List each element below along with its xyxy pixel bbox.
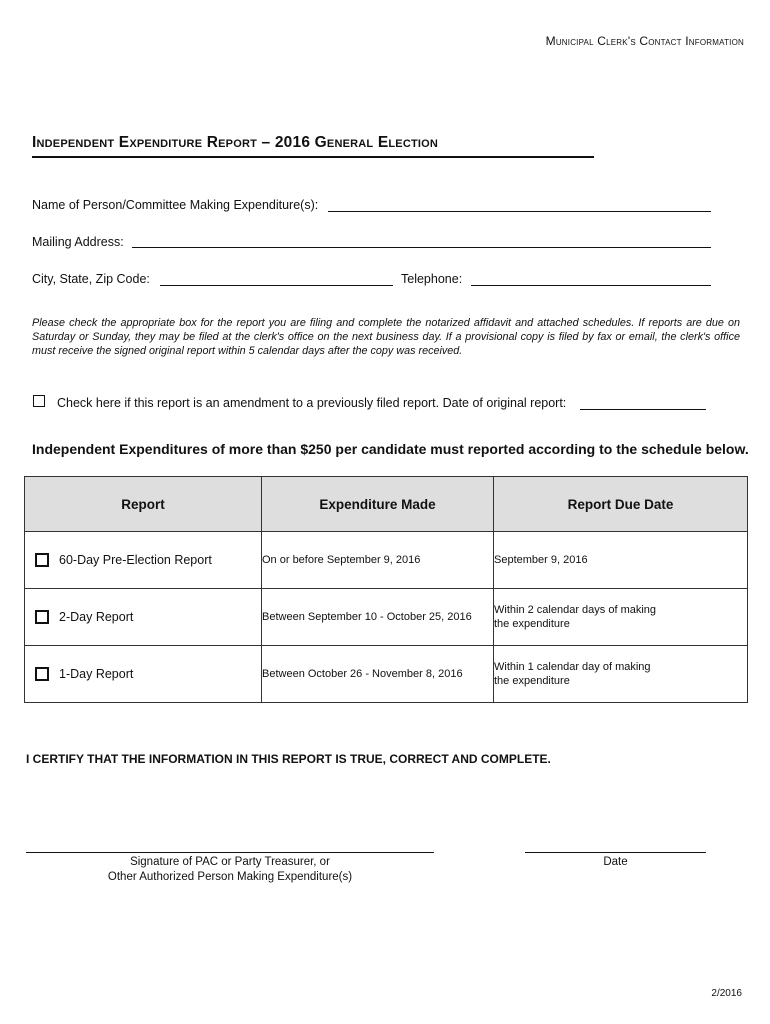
name-input-line[interactable] bbox=[328, 211, 711, 212]
report-name: 2-Day Report bbox=[59, 610, 134, 624]
table-row bbox=[25, 532, 748, 589]
table-row bbox=[25, 646, 748, 703]
name-label: Name of Person/Committee Making Expenditure(s): bbox=[32, 198, 319, 212]
signature-label-line1: Signature of PAC or Party Treasurer, or bbox=[130, 856, 330, 868]
schedule-table bbox=[24, 476, 748, 703]
report-name: 60-Day Pre-Election Report bbox=[59, 553, 212, 567]
amendment-label: Check here if this report is an amendment to a previously filed report. Date of original report: bbox=[57, 396, 567, 410]
date-label: Date bbox=[603, 856, 628, 868]
report-name: 1-Day Report bbox=[59, 667, 134, 681]
revision-date: 2/2016 bbox=[711, 988, 742, 999]
signature-label bbox=[26, 855, 434, 885]
header-expenditure-made: Expenditure Made bbox=[262, 477, 494, 532]
amendment-checkbox[interactable] bbox=[33, 395, 45, 407]
signature-label-line2: Other Authorized Person Making Expenditure(s) bbox=[107, 871, 353, 883]
schedule-heading: Independent Expenditures of more than $250 per candidate must reported according to the schedule below. bbox=[32, 441, 749, 457]
report-1-day-checkbox[interactable] bbox=[35, 667, 49, 681]
mailing-address-input-line[interactable] bbox=[132, 247, 711, 248]
city-state-zip-label: City, State, Zip Code: bbox=[32, 272, 150, 286]
header-report-due-date: Report Due Date bbox=[494, 477, 748, 532]
due-date-cell bbox=[494, 646, 748, 703]
signature-line[interactable] bbox=[26, 852, 434, 853]
date-line[interactable] bbox=[525, 852, 706, 853]
due-line1: September 9, 2016 bbox=[494, 554, 588, 566]
telephone-label: Telephone: bbox=[401, 272, 463, 286]
due-line1: Within 1 calendar day of making bbox=[494, 661, 651, 673]
due-date-cell bbox=[494, 532, 748, 589]
due-date-cell bbox=[494, 589, 748, 646]
due-line2: the expenditure bbox=[494, 618, 570, 630]
report-2-day-checkbox[interactable] bbox=[35, 610, 49, 624]
instructions-paragraph: Please check the appropriate box for the report you are filing and complete the notarized affidavit and attached schedules. If reports are due on Saturday or Sunday, they may be filed at the clerk's office on the next business day. If a provisional copy is filed by fax or email, the clerk's office must receive the signed original report within 5 calendar days after the copy was received. bbox=[32, 317, 740, 357]
due-line1: Within 2 calendar days of making bbox=[494, 604, 657, 616]
mailing-address-label: Mailing Address: bbox=[32, 235, 124, 249]
telephone-input-line[interactable] bbox=[471, 285, 711, 286]
table-row bbox=[25, 589, 748, 646]
page-title: Independent Expenditure Report – 2016 General Election bbox=[32, 134, 439, 151]
clerk-contact-info: Municipal Clerk's Contact Information bbox=[545, 34, 744, 48]
report-60-day-checkbox[interactable] bbox=[35, 553, 49, 567]
expenditure-made-cell: Between October 26 - November 8, 2016 bbox=[262, 646, 494, 703]
expenditure-made-cell: Between September 10 - October 25, 2016 bbox=[262, 589, 494, 646]
certification-statement: I CERTIFY THAT THE INFORMATION IN THIS REPORT IS TRUE, CORRECT AND COMPLETE. bbox=[26, 752, 551, 766]
expenditure-made-cell: On or before September 9, 2016 bbox=[262, 532, 494, 589]
title-underline bbox=[32, 156, 594, 158]
due-line2: the expenditure bbox=[494, 675, 570, 687]
original-report-date-line[interactable] bbox=[580, 409, 706, 410]
city-state-zip-input-line[interactable] bbox=[160, 285, 393, 286]
header-report: Report bbox=[25, 477, 262, 532]
